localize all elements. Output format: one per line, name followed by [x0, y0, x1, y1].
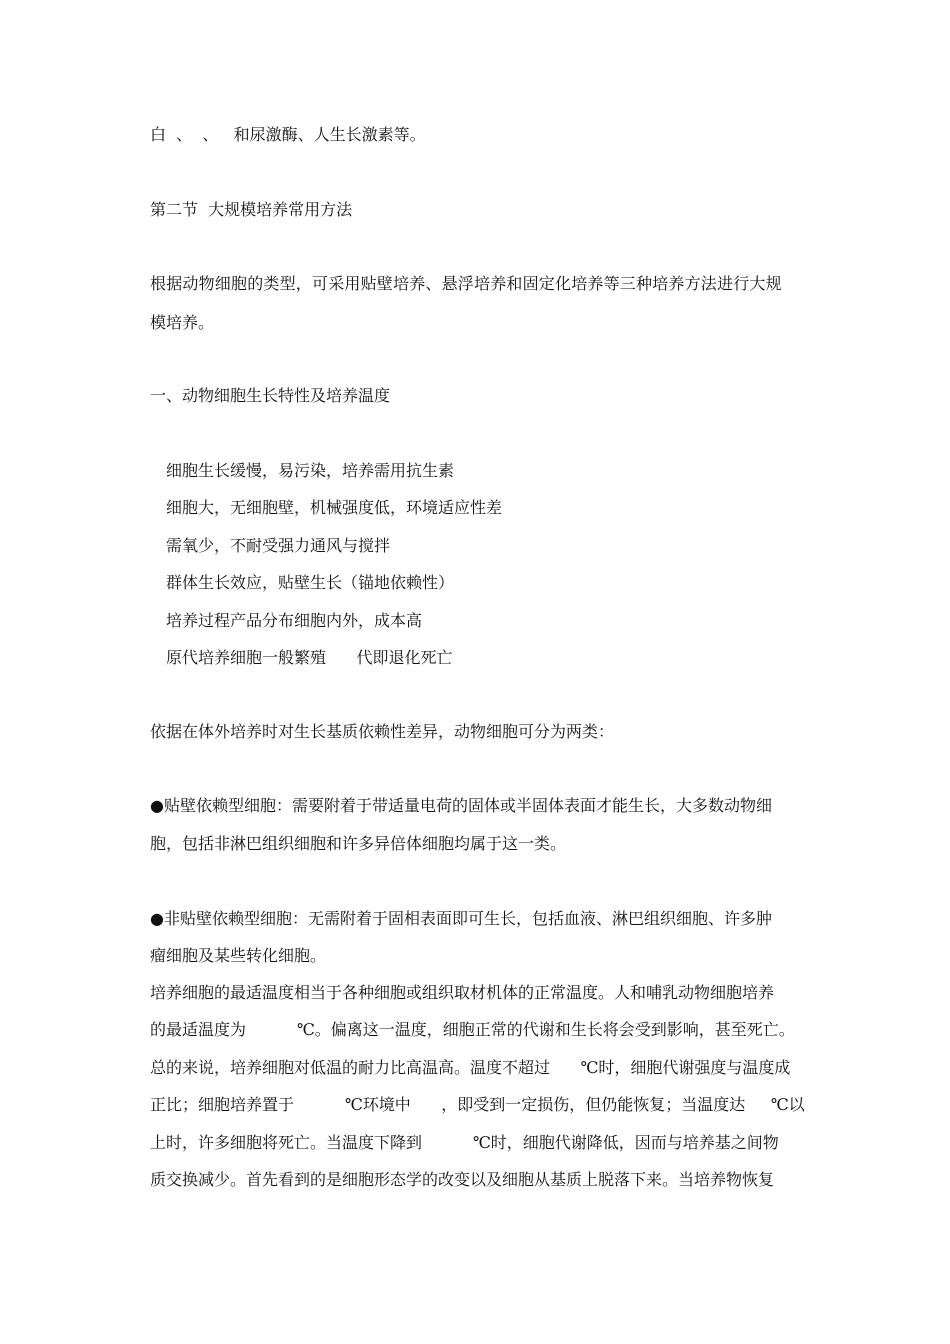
list-item: 群体生长效应，贴壁生长（锚地依赖性）: [166, 573, 455, 592]
paragraph-line: 上时，许多细胞将死亡。当温度下降到 ℃时，细胞代谢降低，因而与培养基之间物: [150, 1133, 779, 1152]
paragraph-line: 根据动物细胞的类型，可采用贴壁培养、悬浮培养和固定化培养等三种培养方法进行大规: [150, 274, 782, 293]
list-item: 需氧少，不耐受强力通风与搅拌: [166, 536, 391, 555]
list-item: 细胞生长缓慢，易污染，培养需用抗生素: [166, 461, 455, 480]
bullet-paragraph-line: 瘤细胞及某些转化细胞。: [150, 946, 327, 965]
paragraph-line: 培养细胞的最适温度相当于各种细胞或组织取材机体的正常温度。人和哺乳动物细胞培养: [150, 983, 775, 1002]
paragraph-line: 依据在体外培养时对生长基质依赖性差异，动物细胞可分为两类：: [150, 722, 615, 741]
paragraph-line: 模培养。: [150, 313, 215, 332]
paragraph-line: 的最适温度为 ℃。偏离这一温度，细胞正常的代谢和生长将会受到影响，甚至死亡。: [150, 1020, 795, 1039]
list-item: 细胞大，无细胞壁，机械强度低，环境适应性差: [166, 498, 503, 517]
paragraph-line: 正比；细胞培养置于 ℃环境中 ，即受到一定损伤，但仍能恢复；当温度达 ℃以: [150, 1095, 805, 1114]
subsection-heading: 一、动物细胞生长特性及培养温度: [150, 386, 391, 405]
bullet-paragraph-line: 胞，包括非淋巴组织细胞和许多异倍体细胞均属于这一类。: [150, 834, 567, 853]
bullet-paragraph-line: ●贴壁依赖型细胞：需要附着于带适量电荷的固体或半固体表面才能生长，大多数动物细: [150, 796, 772, 815]
section-heading: 第二节 大规模培养常用方法: [150, 200, 353, 219]
list-item: 培养过程产品分布细胞内外，成本高: [166, 611, 423, 630]
paragraph-line: 质交换减少。首先看到的是细胞形态学的改变以及细胞从基质上脱落下来。当培养物恢复: [150, 1170, 775, 1189]
text-line-fragment: 白 、 、 和尿激酶、人生长激素等。: [150, 125, 426, 144]
list-item: 原代培养细胞一般繁殖 代即退化死亡: [166, 648, 453, 667]
bullet-paragraph-line: ●非贴壁依赖型细胞：无需附着于固相表面即可生长，包括血液、淋巴组织细胞、许多肿: [150, 909, 772, 928]
paragraph-line: 总的来说，培养细胞对低温的耐力比高温高。温度不超过 ℃时，细胞代谢强度与温度成: [150, 1058, 791, 1077]
